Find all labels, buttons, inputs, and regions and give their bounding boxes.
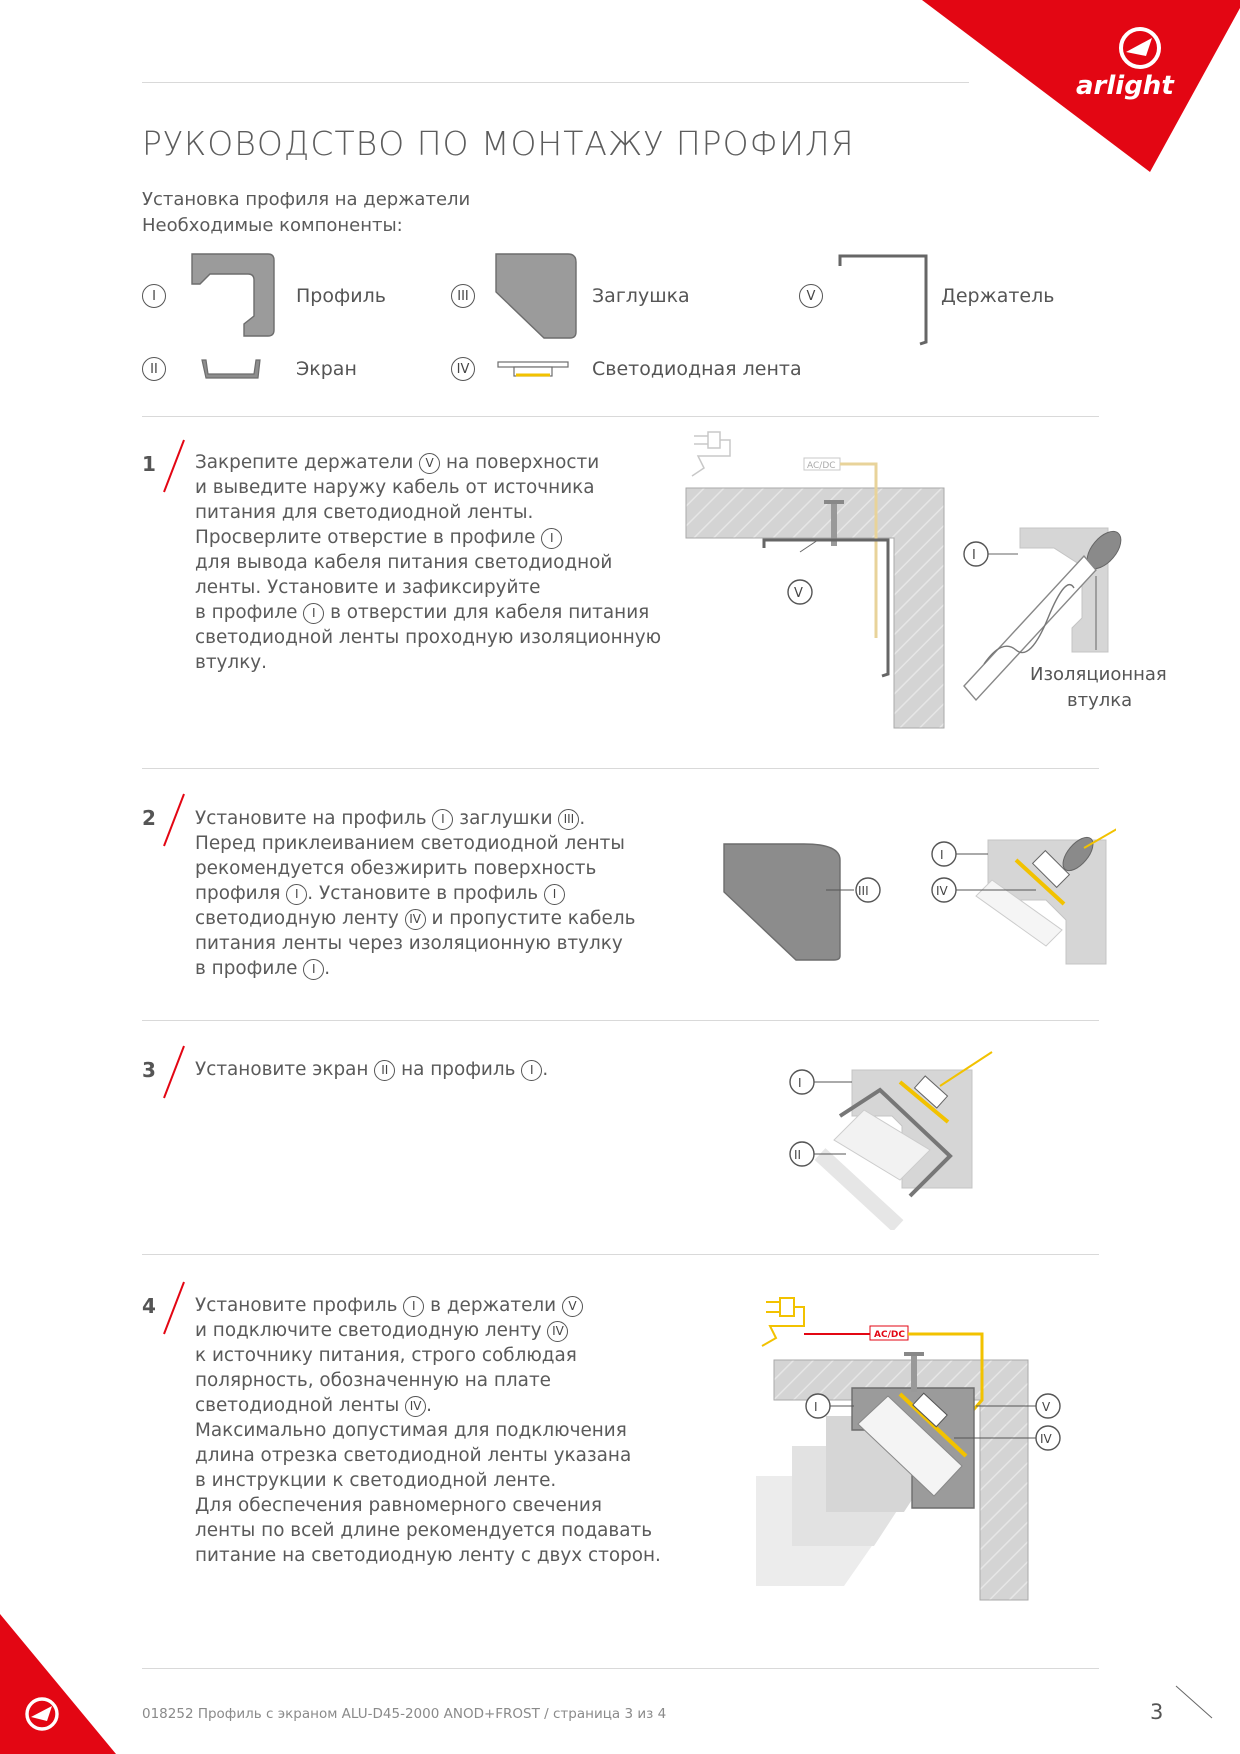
text-segment: длина отрезка светодиодной ленты указана — [195, 1445, 632, 1466]
step-1-figure — [684, 428, 1184, 738]
holder-icon — [836, 252, 936, 348]
component-label: Профиль — [296, 285, 386, 307]
step-text — [195, 1057, 548, 1082]
step-text-line — [195, 1318, 661, 1343]
step-text-line — [195, 575, 661, 600]
text-segment: для вывода кабеля питания светодиодной — [195, 552, 613, 573]
holder-label: V — [1042, 1400, 1051, 1414]
text-segment: и выведите наружу кабель от источника — [195, 477, 595, 498]
acdc-label: AC/DC — [874, 1330, 905, 1340]
top-divider — [142, 82, 969, 83]
component-numeral: II — [142, 357, 166, 381]
step-number: 3 — [142, 1058, 156, 1082]
step-slash — [160, 1278, 188, 1338]
step-text-line — [195, 1518, 661, 1543]
step-text-line — [195, 1493, 661, 1518]
profile-icon — [188, 250, 278, 340]
inline-numeral: IV — [547, 1321, 568, 1342]
component-numeral: V — [799, 284, 823, 308]
inline-numeral: III — [558, 809, 579, 830]
step-text-line — [195, 1443, 661, 1468]
text-segment: Просверлите отверстие в профиле — [195, 527, 542, 548]
section-divider — [142, 1020, 1099, 1021]
step-text-line — [195, 1343, 661, 1368]
text-segment: светодиодной ленты проходную изоляционную — [195, 627, 662, 648]
step-text-line — [195, 881, 635, 906]
step-4-figure — [744, 1290, 1090, 1650]
subtitle-line1: Установка профиля на держатели — [142, 189, 471, 210]
screen-icon — [198, 356, 268, 384]
text-segment: заглушки — [453, 808, 559, 829]
text-segment: Для обеспечения равномерного свечения — [195, 1495, 602, 1516]
text-segment: в профиле — [195, 958, 304, 979]
step-number: 4 — [142, 1294, 156, 1318]
text-segment: Перед приклеиванием светодиодной ленты — [195, 833, 625, 854]
step-text-line — [195, 1468, 661, 1493]
strip-label: IV — [1040, 1432, 1052, 1446]
text-segment: Максимально допустимая для подключения — [195, 1420, 627, 1441]
brand-corner-bottom — [0, 1614, 120, 1754]
step-text-line — [195, 600, 661, 625]
step-2-figure — [716, 820, 1116, 980]
text-segment: . Установите в профиль — [307, 883, 544, 904]
text-segment: на профиль — [395, 1059, 522, 1080]
component-label: Заглушка — [592, 285, 690, 307]
text-segment: профиля — [195, 883, 287, 904]
text-segment: . — [542, 1059, 549, 1080]
inline-numeral: I — [303, 603, 324, 624]
step-text-line — [195, 806, 635, 831]
text-segment: . — [324, 958, 331, 979]
screen-label: II — [794, 1148, 802, 1162]
component-numeral: III — [451, 284, 475, 308]
step-text-line — [195, 500, 661, 525]
brand-name: arlight — [1076, 71, 1174, 101]
step-text-line — [195, 1418, 661, 1443]
text-segment: в отверстии для кабеля питания — [324, 602, 650, 623]
footer-text: 018252 Профиль с экраном ALU-D45-2000 ANOD+FROST / страница 3 из 4 — [142, 1706, 667, 1722]
inline-numeral: II — [374, 1060, 395, 1081]
component-label: Экран — [296, 358, 357, 380]
step-text-line — [195, 906, 635, 931]
cap-label: III — [858, 884, 869, 898]
text-segment: в инструкции к светодиодной ленте. — [195, 1470, 557, 1491]
step-slash — [160, 790, 188, 850]
text-segment: питание на светодиодную ленту с двух сторон. — [195, 1545, 661, 1566]
step-text-line — [195, 831, 635, 856]
bushing-label-1: Изоляционная — [1030, 664, 1167, 685]
acdc-label: AC/DC — [807, 461, 836, 471]
step-text-line — [195, 625, 661, 650]
step-text-line — [195, 1057, 548, 1082]
step-number: 1 — [142, 452, 156, 476]
text-segment: к источнику питания, строго соблюдая — [195, 1345, 577, 1366]
inline-numeral: IV — [405, 1396, 426, 1417]
text-segment: . — [579, 808, 586, 829]
inline-numeral: I — [432, 809, 453, 830]
step-number: 2 — [142, 806, 156, 830]
step-text-line — [195, 931, 635, 956]
inline-numeral: I — [544, 884, 565, 905]
text-segment: Установите на профиль — [195, 808, 433, 829]
page-number: 3 — [1150, 1700, 1164, 1724]
step-3-figure — [780, 1050, 1010, 1230]
subtitle-line2: Необходимые компоненты: — [142, 215, 403, 236]
inline-numeral: I — [286, 884, 307, 905]
step-text — [195, 1293, 661, 1568]
step-slash — [160, 436, 188, 496]
component-numeral: IV — [451, 357, 475, 381]
step-text-line — [195, 550, 661, 575]
component-numeral: I — [142, 284, 166, 308]
text-segment: Установите экран — [195, 1059, 375, 1080]
footer-divider — [142, 1668, 1099, 1669]
text-segment: светодиодной ленты — [195, 1395, 406, 1416]
step-text-line — [195, 475, 661, 500]
text-segment: . — [426, 1395, 432, 1416]
led-strip-icon — [496, 360, 572, 380]
step-text-line — [195, 525, 661, 550]
inline-numeral: V — [562, 1296, 583, 1317]
text-segment: ленты по всей длине рекомендуется подавать — [195, 1520, 653, 1541]
profile-label: I — [798, 1076, 802, 1090]
step-text — [195, 450, 661, 675]
inline-numeral: I — [521, 1060, 542, 1081]
step-text-line — [195, 856, 635, 881]
text-segment: рекомендуется обезжирить поверхность — [195, 858, 597, 879]
step-text-line — [195, 1393, 661, 1418]
profile-label: I — [814, 1400, 818, 1414]
section-divider — [142, 768, 1099, 769]
section-divider — [142, 416, 1099, 417]
end-cap-icon — [490, 252, 580, 340]
step-text-line — [195, 1543, 661, 1568]
step-text — [195, 806, 635, 981]
strip-label: IV — [936, 884, 948, 898]
text-segment: полярность, обозначенную на плате — [195, 1370, 551, 1391]
step-text-line — [195, 1368, 661, 1393]
text-segment: Закрепите держатели — [195, 452, 420, 473]
component-label: Держатель — [941, 285, 1055, 307]
step-text-line — [195, 450, 661, 475]
inline-numeral: I — [303, 959, 324, 980]
text-segment: в держатели — [424, 1295, 562, 1316]
bushing-label-2: втулка — [1067, 690, 1133, 711]
text-segment: Установите профиль — [195, 1295, 404, 1316]
component-label: Светодиодная лента — [592, 358, 802, 380]
inline-numeral: V — [419, 453, 440, 474]
step-text-line — [195, 956, 635, 981]
text-segment: питания ленты через изоляционную втулку — [195, 933, 623, 954]
inline-numeral: I — [403, 1296, 424, 1317]
section-divider — [142, 1254, 1099, 1255]
page-title: РУКОВОДСТВО ПО МОНТАЖУ ПРОФИЛЯ — [142, 124, 855, 163]
text-segment: и подключите светодиодную ленту — [195, 1320, 548, 1341]
text-segment: на поверхности — [440, 452, 600, 473]
text-segment: ленты. Установите и зафиксируйте — [195, 577, 541, 598]
text-segment: в профиле — [195, 602, 304, 623]
text-segment: питания для светодиодной ленты. — [195, 502, 534, 523]
text-segment: и пропустите кабель — [425, 908, 636, 929]
step-text-line — [195, 650, 661, 675]
text-segment: втулку. — [195, 652, 268, 673]
inline-numeral: IV — [405, 909, 426, 930]
page-corner-line — [1172, 1682, 1222, 1724]
step-text-line — [195, 1293, 661, 1318]
profile-label: I — [940, 848, 944, 862]
step-slash — [160, 1042, 188, 1102]
holder-label: V — [794, 586, 803, 601]
brand-corner — [900, 0, 1240, 180]
inline-numeral: I — [541, 528, 562, 549]
profile-label: I — [972, 548, 976, 563]
text-segment: светодиодную ленту — [195, 908, 405, 929]
